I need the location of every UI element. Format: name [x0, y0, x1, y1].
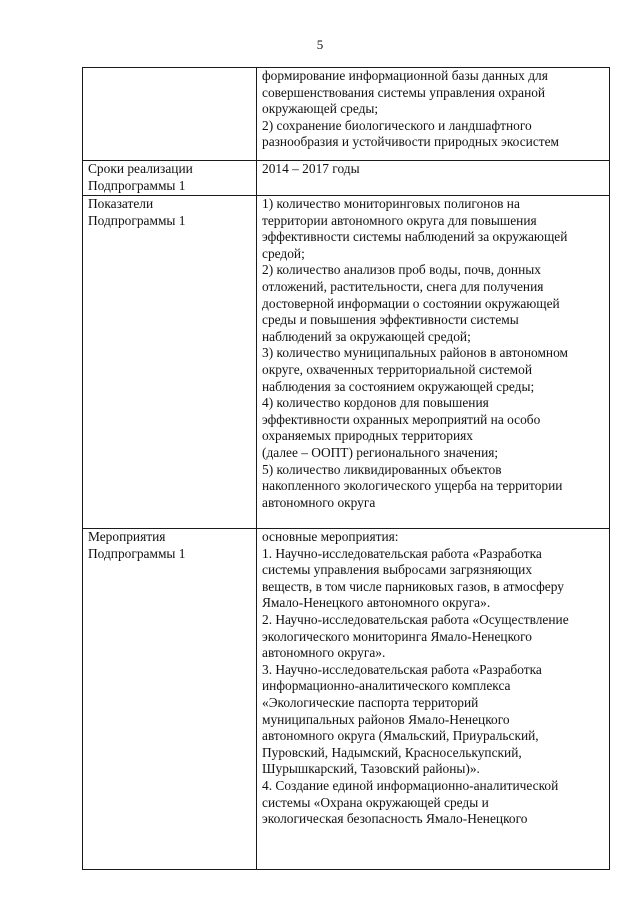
text-line: средой; [262, 245, 305, 261]
label-cell-term [83, 161, 257, 196]
text-line: системы управления выбросами загрязняющих [262, 562, 533, 578]
label-cell-empty [83, 68, 257, 161]
text-line: Ямало-Ненецкого автономного округа». [262, 595, 491, 611]
text-line: 2) сохранение биологического и ландшафтного [262, 117, 532, 133]
text-line: системы «Охрана окружающей среды и [262, 794, 489, 810]
table-row-events [83, 529, 610, 870]
text-line: накопленного экологического ущерба на территории [262, 478, 563, 494]
text-line: округе, охваченных территориальной системой [262, 361, 533, 377]
text-line: достоверной информации о состоянии окружающей [262, 295, 560, 311]
text-line: формирование информационной базы данных для [262, 68, 548, 83]
value-cell-events [257, 529, 610, 870]
text-line: 1) количество мониторинговых полигонов на [262, 196, 520, 211]
label-line: Сроки реализации [88, 161, 193, 176]
text-line: 4) количество кордонов для повышения [262, 395, 489, 411]
text-line: Пуровский, Надымский, Красноселькупский, [262, 744, 522, 760]
label-line: Мероприятия [88, 529, 166, 544]
label-line: Подпрограммы 1 [88, 177, 186, 193]
value-cell-indicators [257, 196, 610, 529]
text-line: 4. Создание единой информационно-аналитической [262, 777, 559, 793]
text-line: экологического мониторинга Ямало-Ненецкого [262, 628, 532, 644]
text-line: эффективности охранных мероприятий на особо [262, 411, 541, 427]
text-line: информационно-аналитического комплекса [262, 678, 511, 694]
label-line: Подпрограммы 1 [88, 212, 186, 228]
label-cell-indicators [83, 196, 257, 529]
text-line: отложений, растительности, снега для получения [262, 278, 544, 294]
program-passport-table [82, 67, 610, 870]
text-line: наблюдений за окружающей средой; [262, 328, 471, 344]
value-cell-term [257, 161, 610, 196]
table-row-indicators [83, 196, 610, 529]
text-line: автономного округа [262, 494, 376, 510]
text-line: муниципальных районов Ямало-Ненецкого [262, 711, 510, 727]
text-line: эффективности системы наблюдений за окружающей [262, 229, 568, 245]
text-line: (далее – ООПТ) регионального значения; [262, 444, 499, 460]
text-line: 3) количество муниципальных районов в автономном [262, 345, 568, 361]
text-line: 1. Научно-исследовательская работа «Разработка [262, 545, 542, 561]
text-line: 5) количество ликвидированных объектов [262, 461, 502, 477]
text-line: 2) количество анализов проб воды, почв, донных [262, 262, 541, 278]
label-cell-events [83, 529, 257, 870]
text-line: территории автономного округа для повышения [262, 212, 537, 228]
text-line: основные мероприятия: [262, 529, 399, 544]
text-line: охраняемых природных территориях [262, 428, 473, 444]
label-line: Подпрограммы 1 [88, 545, 186, 561]
text-line: Шурышкарский, Тазовский районы)». [262, 761, 480, 777]
text-line: среды и повышения эффективности системы [262, 312, 519, 328]
text-line: экологическая безопасность Ямало-Ненецкого [262, 811, 528, 827]
text-line: «Экологические паспорта территорий [262, 694, 479, 710]
text-line: 2014 – 2017 годы [262, 161, 360, 176]
value-cell-goals-continuation [257, 68, 610, 161]
text-line: наблюдения за состоянием окружающей среды; [262, 378, 535, 394]
text-line: автономного округа». [262, 645, 386, 661]
text-line: разнообразия и устойчивости природных экосистем [262, 134, 560, 150]
table-row-term [83, 161, 610, 196]
text-line: 2. Научно-исследовательская работа «Осуществление [262, 611, 569, 627]
text-line: веществ, в том числе парниковых газов, в атмосферу [262, 578, 564, 594]
text-line: автономного округа (Ямальский, Приуральский, [262, 728, 539, 744]
page-number: 5 [316, 37, 324, 52]
text-line: совершенствования системы управления охраной [262, 84, 546, 100]
text-line: окружающей среды; [262, 101, 379, 117]
table-row-goals-continuation [83, 68, 610, 161]
label-line: Показатели [88, 196, 154, 211]
text-line: 3. Научно-исследовательская работа «Разработка [262, 661, 542, 677]
